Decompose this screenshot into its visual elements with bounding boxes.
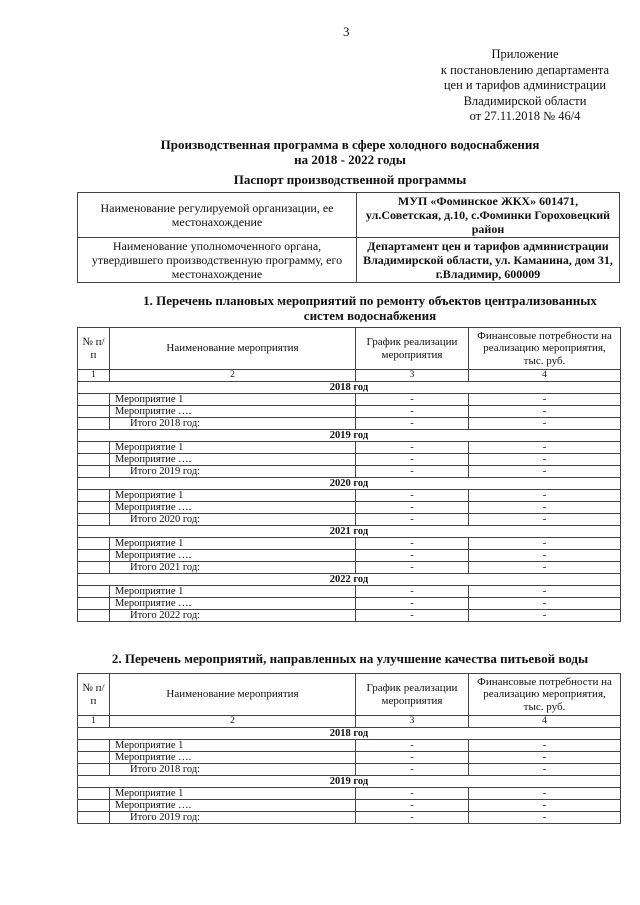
- event-name: Мероприятие ….: [110, 598, 356, 610]
- table-row: [78, 538, 621, 550]
- event-finance: -: [469, 598, 621, 610]
- row-number: [78, 442, 110, 454]
- event-schedule: -: [356, 610, 469, 622]
- col-num: 2: [110, 716, 356, 728]
- event-finance: -: [469, 752, 621, 764]
- year-row: [78, 574, 621, 586]
- column-number-row: [78, 370, 621, 382]
- passport-row: [78, 193, 620, 238]
- appendix-line: Приложение: [491, 47, 559, 61]
- event-name: Мероприятие 1: [110, 740, 356, 752]
- event-name: Итого 2019 год:: [110, 466, 356, 478]
- year-row: [78, 478, 621, 490]
- event-name: Мероприятие ….: [110, 550, 356, 562]
- title-line: Производственная программа в сфере холодного водоснабжения: [160, 137, 540, 152]
- table-row: [78, 586, 621, 598]
- event-finance: -: [469, 740, 621, 752]
- section1-heading: [100, 293, 640, 323]
- event-schedule: -: [356, 562, 469, 574]
- event-schedule: -: [356, 418, 469, 430]
- year-row: [78, 526, 621, 538]
- document-title: [80, 137, 620, 167]
- table-row: [78, 490, 621, 502]
- table-row: [78, 598, 621, 610]
- table-row: [78, 550, 621, 562]
- col-name-header: Наименование мероприятия: [110, 674, 356, 716]
- event-finance: -: [469, 466, 621, 478]
- year-label: 2022 год: [78, 574, 621, 586]
- row-number: [78, 764, 110, 776]
- section2-heading: 2. Перечень мероприятий, направленных на улучшение качества питьевой воды: [111, 651, 589, 666]
- event-name: Итого 2020 год:: [110, 514, 356, 526]
- col-schedule-header: График реализации мероприятия: [356, 674, 469, 716]
- event-schedule: -: [356, 586, 469, 598]
- event-schedule: -: [356, 454, 469, 466]
- row-number: [78, 538, 110, 550]
- header-row: [78, 674, 621, 716]
- event-finance: -: [469, 406, 621, 418]
- event-name: Итого 2021 год:: [110, 562, 356, 574]
- appendix-line: от 27.11.2018 № 46/4: [469, 109, 581, 123]
- total-row: [78, 562, 621, 574]
- total-row: [78, 610, 621, 622]
- passport-table: [77, 192, 620, 283]
- event-schedule: -: [356, 394, 469, 406]
- row-number: [78, 406, 110, 418]
- event-finance: -: [469, 562, 621, 574]
- year-label: 2019 год: [78, 776, 621, 788]
- event-finance: -: [469, 490, 621, 502]
- event-schedule: -: [356, 788, 469, 800]
- row-number: [78, 490, 110, 502]
- row-number: [78, 562, 110, 574]
- table-row: [78, 502, 621, 514]
- title-line: на 2018 - 2022 годы: [294, 152, 406, 167]
- col-no-header: № п/п: [78, 674, 110, 716]
- table-row: [78, 800, 621, 812]
- event-name: Мероприятие ….: [110, 502, 356, 514]
- event-schedule: -: [356, 502, 469, 514]
- row-number: [78, 514, 110, 526]
- table-row: [78, 442, 621, 454]
- event-name: Мероприятие ….: [110, 454, 356, 466]
- table-row: [78, 406, 621, 418]
- col-name-header: Наименование мероприятия: [110, 328, 356, 370]
- row-number: [78, 800, 110, 812]
- year-label: 2018 год: [78, 728, 621, 740]
- repair-events-table: [77, 327, 621, 622]
- row-number: [78, 788, 110, 800]
- event-schedule: -: [356, 812, 469, 824]
- event-schedule: -: [356, 490, 469, 502]
- appendix-header: [420, 47, 630, 125]
- event-finance: -: [469, 454, 621, 466]
- event-finance: -: [469, 442, 621, 454]
- column-number-row: [78, 716, 621, 728]
- col-num: 4: [469, 716, 621, 728]
- heading-line: 1. Перечень плановых мероприятий по ремонту объектов централизованных: [143, 293, 597, 308]
- col-finance-header: Финансовые потребности на реализацию мероприятия, тыс. руб.: [469, 674, 621, 716]
- total-row: [78, 764, 621, 776]
- col-num: 1: [78, 716, 110, 728]
- event-finance: -: [469, 394, 621, 406]
- header-row: [78, 328, 621, 370]
- row-number: [78, 418, 110, 430]
- event-schedule: -: [356, 406, 469, 418]
- year-label: 2020 год: [78, 478, 621, 490]
- appendix-line: цен и тарифов администрации: [443, 78, 607, 92]
- event-finance: -: [469, 502, 621, 514]
- event-name: Итого 2018 год:: [110, 764, 356, 776]
- event-finance: -: [469, 514, 621, 526]
- event-schedule: -: [356, 538, 469, 550]
- event-name: Мероприятие 1: [110, 788, 356, 800]
- row-number: [78, 812, 110, 824]
- row-number: [78, 586, 110, 598]
- event-name: Итого 2022 год:: [110, 610, 356, 622]
- total-row: [78, 418, 621, 430]
- event-schedule: -: [356, 442, 469, 454]
- passport-value: МУП «Фоминское ЖКХ» 601471, ул.Советская, д.10, с.Фоминки Гороховецкий район: [357, 193, 620, 238]
- col-num: 4: [469, 370, 621, 382]
- event-schedule: -: [356, 466, 469, 478]
- event-finance: -: [469, 764, 621, 776]
- table-row: [78, 752, 621, 764]
- event-name: Мероприятие 1: [110, 394, 356, 406]
- event-finance: -: [469, 418, 621, 430]
- event-finance: -: [469, 538, 621, 550]
- passport-row: [78, 238, 620, 283]
- event-schedule: -: [356, 740, 469, 752]
- year-row: [78, 776, 621, 788]
- event-name: Мероприятие 1: [110, 586, 356, 598]
- appendix-line: к постановлению департамента: [440, 62, 610, 77]
- row-number: [78, 610, 110, 622]
- event-finance: -: [469, 800, 621, 812]
- event-name: Мероприятие ….: [110, 752, 356, 764]
- event-schedule: -: [356, 514, 469, 526]
- appendix-line: Владимирской области: [463, 93, 587, 108]
- year-label: 2021 год: [78, 526, 621, 538]
- event-schedule: -: [356, 752, 469, 764]
- col-finance-header: Финансовые потребности на реализацию мероприятия, тыс. руб.: [469, 328, 621, 370]
- event-schedule: -: [356, 598, 469, 610]
- row-number: [78, 752, 110, 764]
- table-row: [78, 394, 621, 406]
- row-number: [78, 394, 110, 406]
- row-number: [78, 550, 110, 562]
- year-label: 2018 год: [78, 382, 621, 394]
- table-row: [78, 454, 621, 466]
- passport-value: Департамент цен и тарифов администрации Владимирской области, ул. Каманина, дом 31, г.Владимир, 600009: [357, 238, 620, 283]
- event-finance: -: [469, 550, 621, 562]
- event-schedule: -: [356, 550, 469, 562]
- event-name: Итого 2019 год:: [110, 812, 356, 824]
- event-name: Мероприятие 1: [110, 538, 356, 550]
- event-finance: -: [469, 586, 621, 598]
- passport-heading: Паспорт производственной программы: [233, 172, 467, 187]
- col-schedule-header: График реализации мероприятия: [356, 328, 469, 370]
- year-label: 2019 год: [78, 430, 621, 442]
- event-schedule: -: [356, 764, 469, 776]
- year-row: [78, 382, 621, 394]
- col-no-header: № п/п: [78, 328, 110, 370]
- event-name: Мероприятие 1: [110, 442, 356, 454]
- event-finance: -: [469, 788, 621, 800]
- event-name: Мероприятие ….: [110, 406, 356, 418]
- event-finance: -: [469, 610, 621, 622]
- passport-label: Наименование регулируемой организации, ее местонахождение: [78, 193, 357, 238]
- event-name: Итого 2018 год:: [110, 418, 356, 430]
- row-number: [78, 740, 110, 752]
- year-row: [78, 430, 621, 442]
- row-number: [78, 466, 110, 478]
- event-schedule: -: [356, 800, 469, 812]
- event-name: Мероприятие 1: [110, 490, 356, 502]
- col-num: 3: [356, 716, 469, 728]
- row-number: [78, 454, 110, 466]
- water-quality-events-table: [77, 673, 621, 824]
- row-number: [78, 598, 110, 610]
- total-row: [78, 812, 621, 824]
- passport-label: Наименование уполномоченного органа, утвердившего производственную программу, его местонахождение: [78, 238, 357, 283]
- event-name: Мероприятие ….: [110, 800, 356, 812]
- col-num: 1: [78, 370, 110, 382]
- heading-line: систем водоснабжения: [303, 308, 437, 323]
- total-row: [78, 466, 621, 478]
- table-row: [78, 788, 621, 800]
- table-row: [78, 740, 621, 752]
- col-num: 3: [356, 370, 469, 382]
- row-number: [78, 502, 110, 514]
- page-number: 3: [343, 24, 350, 39]
- total-row: [78, 514, 621, 526]
- year-row: [78, 728, 621, 740]
- col-num: 2: [110, 370, 356, 382]
- event-finance: -: [469, 812, 621, 824]
